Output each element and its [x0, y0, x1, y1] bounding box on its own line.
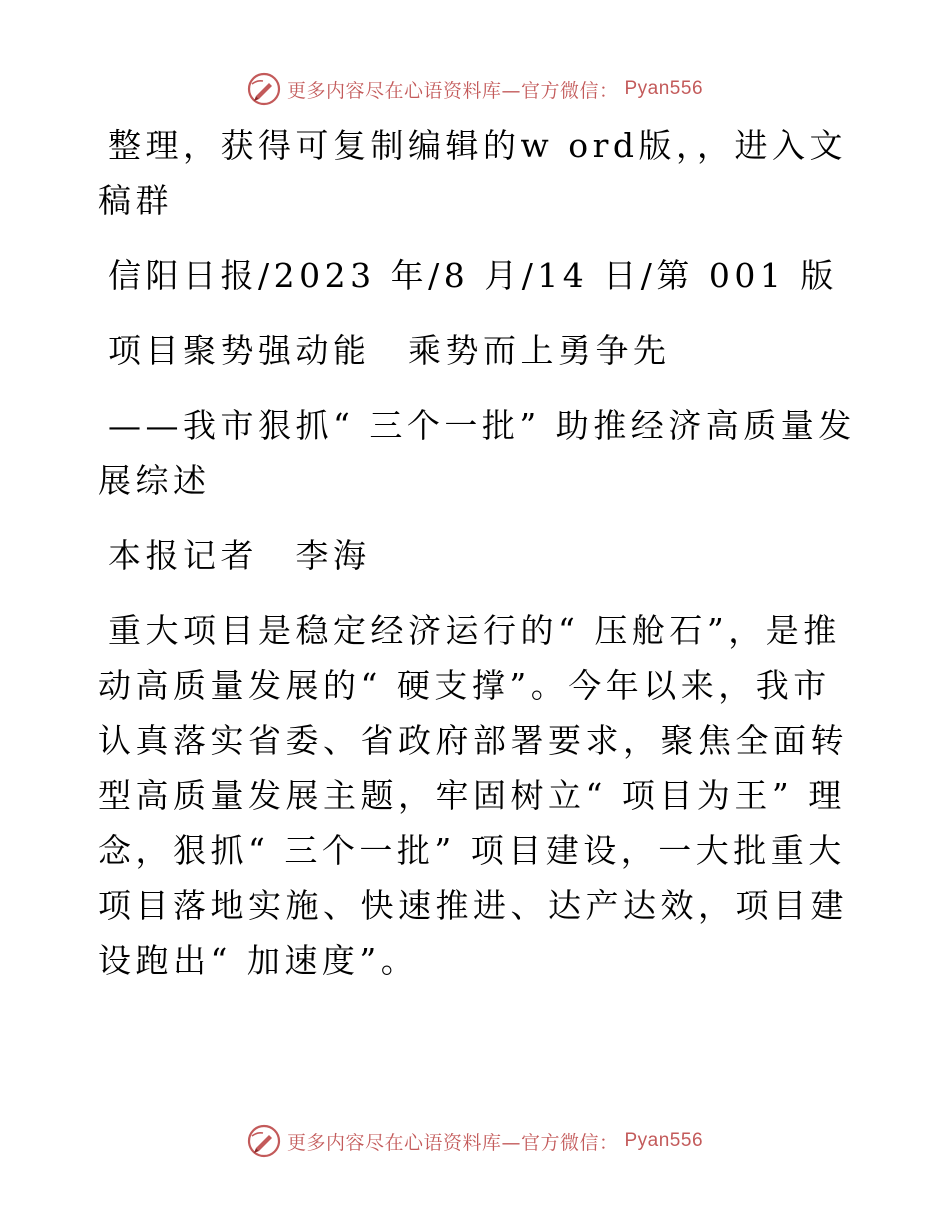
doc-headline: 项目聚势强动能 乘势而上勇争先: [108, 331, 671, 370]
header-watermark: [0, 72, 950, 106]
pen-logo-icon: [247, 72, 281, 106]
doc-body-paragraph: 重大项目是稳定经济运行的“ 压舱石”，是推动高质量发展的“ 硬支撑”。今年以来，我市认真落实省委、省政府部署要求，聚焦全面转型高质量发展主题，牢固树立“ 项目为王” 理念，狠抓“ 三个一批” 项目建设，一大批重大项目落地实施、快速推进、达产达效，项目建设跑出“ 加速度”。: [98, 611, 848, 980]
watermark-wechat-id: Pyan556: [624, 1130, 704, 1151]
document-body: [98, 118, 858, 1008]
doc-subheadline: ——我市狠抓“ 三个一批” 助推经济高质量发展综述: [98, 406, 856, 500]
doc-paragraph-intro: 整理，获得可复制编辑的w ord版，，进入文稿群: [98, 126, 848, 220]
pen-logo-icon: [247, 1124, 281, 1158]
watermark-text: 更多内容尽在心语资料库—官方微信：: [286, 1131, 619, 1154]
watermark-wechat-id: Pyan556: [624, 78, 704, 99]
watermark-text: 更多内容尽在心语资料库—官方微信：: [286, 79, 619, 102]
footer-watermark: [0, 1124, 950, 1158]
doc-byline: 本报记者 李海: [108, 536, 371, 575]
doc-source-line: 信阳日报/2023 年/8 月/14 日/第 001 版: [108, 256, 838, 295]
